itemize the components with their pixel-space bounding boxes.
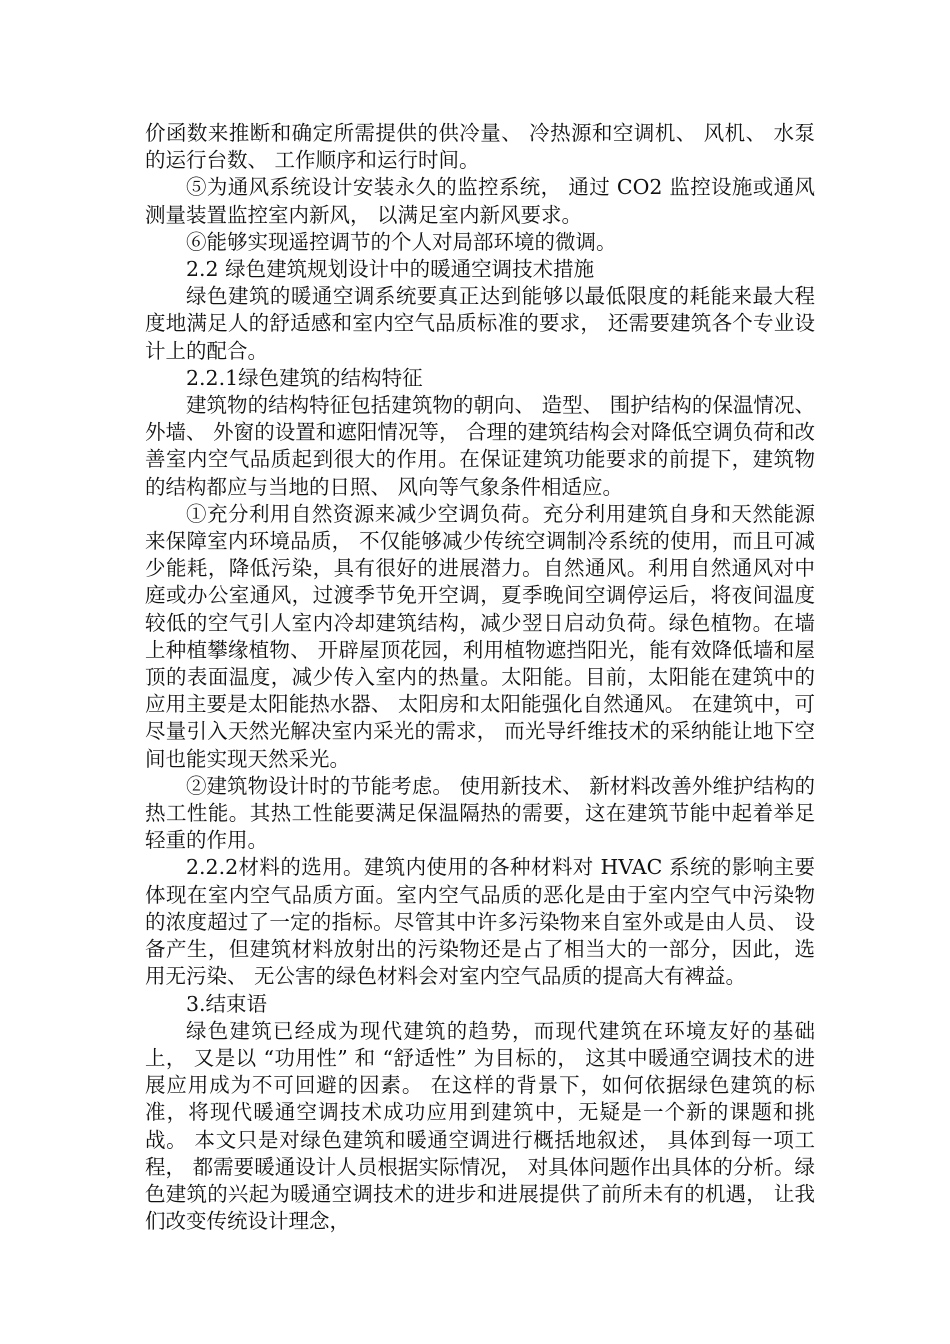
section-heading-2-2: 2.2 绿色建筑规划设计中的暖通空调技术措施 <box>186 257 595 282</box>
paragraph-natural-resources: ①充分利用自然资源来减少空调负荷。充分利用建筑自身和天然能源来保障室内环境品质， 不仅能够减少传统空调制冷系统的使用，而且可减少能耗，降低污染，具有很好的进展潜力。自然通风。利用自然通风对中庭或办公室通风，过渡季节免开空调，夏季晚间空调停运后，将夜间温度较低的空气引人室内冷却建筑结构，减少翌日启动负荷。绿色植物。在墙上种植攀缘植物、 开辟屋顶花园，利用植物遮挡阳光，能有效降低墙和屋顶的表面温度，减少传入室内的热量。太阳能。目前，太阳能在建筑中的应用主要是太阳能热水器、 太阳房和太阳能强化自然通风。 在建筑中，可尽量引入天然光解决室内采光的需求， 而光导纤维技术的采纳能让地下空间也能实现天然采光。 <box>145 501 815 771</box>
section-heading-2-2-1: 2.2.1绿色建筑的结构特征 <box>186 365 423 390</box>
paragraph-conclusion: 绿色建筑已经成为现代建筑的趋势，而现代建筑在环境友好的基础上， 又是以 “功用性” 和 “舒适性” 为目标的， 这其中暖通空调技术的进展应用成为不可回避的因素。 在这样的背景下，如何依据绿色建筑的标准，将现代暖通空调技术成功应用到建筑中，无疑是一个新的课题和挑战。 本文只是对绿色建筑和暖通空调进行概括地叙述， 具体到每一项工程， 都需要暖通设计人员根据实际情况， 对具体问题作出具体的分析。绿色建筑的兴起为暖通空调技术的进步和进展提供了前所未有的机遇， 让我们改变传统设计理念， <box>145 1018 815 1234</box>
paragraph-energy-saving: ②建筑物设计时的节能考虑。 使用新技术、 新材料改善外维护结构的热工性能。其热工性能要满足保温隔热的需要，这在建筑节能中起着举足轻重的作用。 <box>145 773 815 853</box>
section-heading-conclusion: 3.结束语 <box>186 991 268 1016</box>
paragraph-structure-features: 建筑物的结构特征包括建筑物的朝向、 造型、 围护结构的保温情况、 外墙、 外窗的设置和遮阳情况等， 合理的建筑结构会对降低空调负荷和改善室内空气品质起到很大的作用。在保证建筑功能要求的前提下，建筑物的结构都应与当地的日照、 风向等气象条件相适应。 <box>145 393 815 499</box>
paragraph-2-2-intro: 绿色建筑的暖通空调系统要真正达到能够以最低限度的耗能来最大程度地满足人的舒适感和室内空气品质标准的要求， 还需要建筑各个专业设计上的配合。 <box>145 284 815 363</box>
paragraph-materials: 2.2.2材料的选用。建筑内使用的各种材料对 HVAC 系统的影响主要体现在室内空气品质方面。室内空气品质的恶化是由于室内空气中污染物的浓度超过了一定的指标。尽管其中许多污染物来自室外或是由人员、 设备产生，但建筑材料放射出的污染物还是占了相当大的一部分，因此，选用无污染、 无公害的绿色材料会对室内空气品质的提高大有裨益。 <box>145 855 815 989</box>
paragraph-item-6: ⑥能够实现遥控调节的个人对局部环境的微调。 <box>186 229 617 254</box>
document-body <box>145 120 815 1235</box>
paragraph-item-5: ⑤为通风系统设计安装永久的监控系统， 通过 CO2 监控设施或通风测量装置监控室内新风， 以满足室内新风要求。 <box>145 175 815 227</box>
paragraph-continuation: 价函数来推断和确定所需提供的供冷量、 冷热源和空调机、 风机、 水泵的运行台数、 工作顺序和运行时间。 <box>145 121 815 173</box>
